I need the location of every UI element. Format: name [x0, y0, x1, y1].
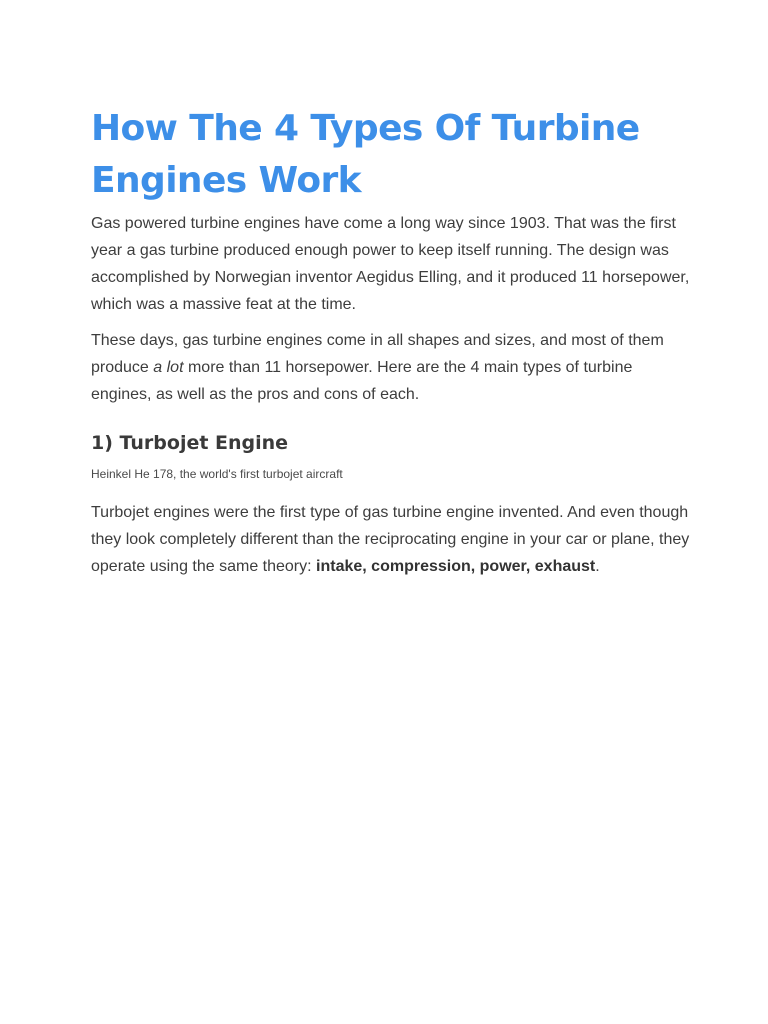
article — [91, 103, 691, 580]
section-heading-turbojet: 1) Turbojet Engine — [91, 432, 289, 454]
bold-text: intake, compression, power, exhaust — [316, 558, 596, 575]
intro-paragraph: Gas powered turbine engines have come a long way since 1903. That was the first year a gas turbine produced enough power to keep itself running. The design was accomplished by Norwegian inventor Aegidus Elling, and it produced 11 horsepower, which was a massive feat at the time. — [91, 215, 690, 313]
emphasis-text: a lot — [153, 359, 184, 376]
turbojet-paragraph — [91, 499, 691, 580]
article-title: How The 4 Types Of Turbine Engines Work — [91, 108, 640, 201]
second-paragraph — [91, 327, 691, 408]
turbojet-paragraph-text-start: Turbojet engines were the first type of gas turbine engine invented. And even though they look completely different than the reciprocating engine in your car or plane, they operate using the same theory: — [91, 504, 690, 575]
second-paragraph-text-start: These days, gas turbine engines come in all shapes and sizes, and most of them produce — [91, 332, 664, 376]
image-caption: Heinkel He 178, the world's first turbojet aircraft — [91, 467, 343, 481]
turbojet-paragraph-text-end: . — [595, 558, 600, 575]
second-paragraph-text-end: more than 11 horsepower. Here are the 4 main types of turbine engines, as well as the pros and cons of each. — [91, 359, 633, 403]
